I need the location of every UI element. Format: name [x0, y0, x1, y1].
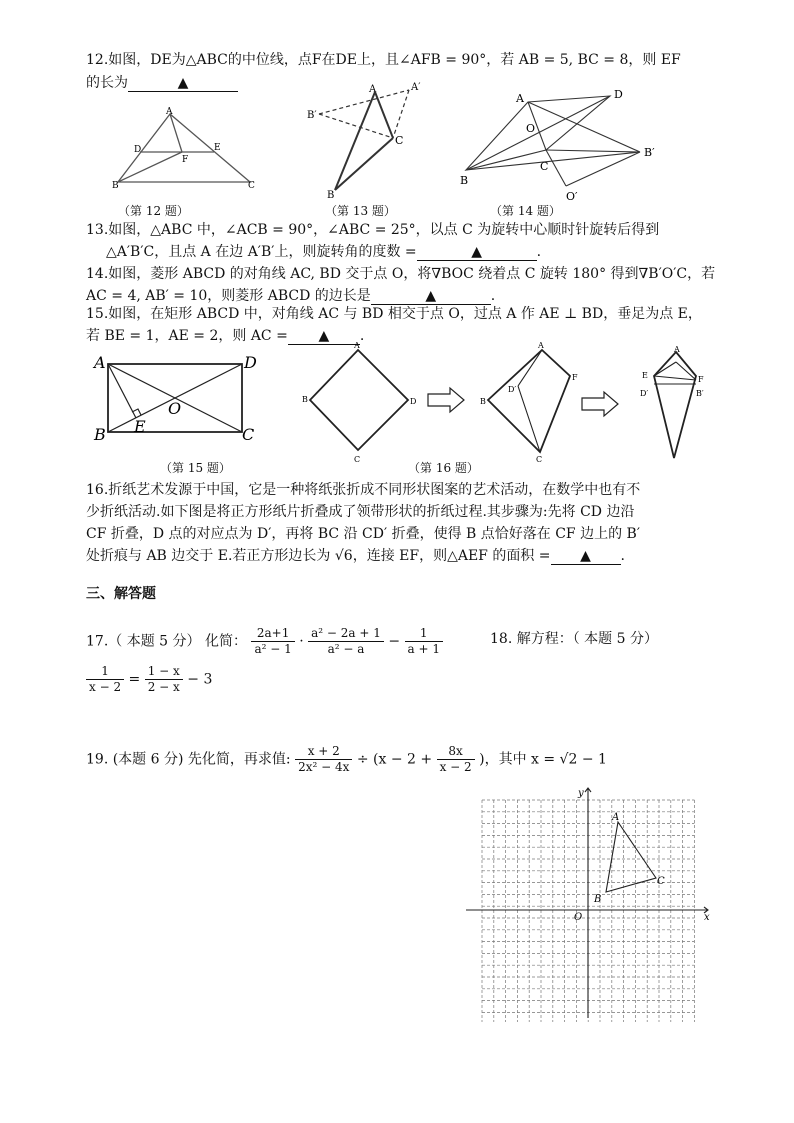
- fig14-label-c: C: [540, 160, 549, 173]
- fig16-sq-label-b: B: [302, 395, 308, 404]
- fig16-fold1: [488, 350, 570, 452]
- fig15-label-b: B: [94, 425, 106, 444]
- fig16-tie-label-a: A: [674, 345, 680, 354]
- fig13-label-b: B: [327, 190, 335, 200]
- q17-label: 17.（ 本题 5 分） 化简：: [86, 633, 247, 650]
- figure-16: [300, 340, 720, 464]
- q19-fraction-1: $\frac{x + 2}{\text{2x² − 4x}}$: [295, 744, 352, 775]
- figure-15: [88, 350, 268, 450]
- fig16-f1-label-b: B: [480, 397, 486, 406]
- q19-label: 19. (本题 6 分) 先化简，再求值:: [86, 751, 291, 768]
- grid-label-a: A: [612, 812, 620, 823]
- q13-line2: △A′B′C，且点 A 在边 A′B′上，则旋转角的度数 = ▲ .: [106, 244, 542, 260]
- q14-line1: 14.如图，菱形 ABCD 的对角线 AC, BD 交于点 O，将∇BOC 绕着点 C 旋转 180° 得到∇B′O′C，若: [86, 266, 716, 282]
- q19-fraction-2: $\frac{8x}{x - 2}$: [437, 744, 475, 775]
- fig16-f1-label-c: C: [536, 455, 543, 464]
- fig12-label-a: A: [166, 107, 173, 117]
- fig13-label-a: A: [369, 84, 377, 95]
- q16-line2: 少折纸活动.如下图是将正方形纸片折叠成了领带形状的折纸过程.其步骤为:先将 CD 边沿: [86, 504, 635, 520]
- q18-equation: $\frac{1}{x - 2}$ = $\frac{1 - x}{2 - x}$ − 3: [86, 664, 212, 695]
- q14-caption: （第 14 题）: [490, 204, 561, 218]
- q16-answer-blank[interactable]: ▲: [551, 548, 621, 565]
- q17-fraction-2: $\frac{\text{a² − 2a + 1}}{\text{a² − a}}$: [308, 626, 384, 657]
- figure-14: [458, 84, 668, 204]
- fig16-tie-label-b1: B′: [696, 389, 704, 398]
- y-axis-label: y: [578, 788, 584, 799]
- fig16-f1-label-a: A: [538, 341, 544, 350]
- fig15-label-e: E: [134, 417, 146, 436]
- fig12-label-e: E: [214, 143, 221, 153]
- origin-label: O: [574, 912, 583, 923]
- fig14-label-d: D: [614, 88, 623, 101]
- q16-line4: 处折痕与 AB 边交于 E.若正方形边长为 √6，连接 EF，则△AEF 的面积 = ▲ .: [86, 548, 625, 564]
- fig12-label-f: F: [182, 155, 189, 165]
- q19-line: 19. (本题 6 分) 先化简，再求值: $\frac{x + 2}{\text{2x² − 4x}}$ ÷ (x − 2 + $\frac{8x}{x - 2}$ )，其中 x = √2 − 1: [86, 744, 607, 774]
- right-arrow-icon: [428, 388, 464, 412]
- fig14-label-o: O: [526, 122, 536, 135]
- q17-fraction-3: $\frac{1}{a + 1}$: [405, 626, 443, 657]
- fig13-label-a1: A′: [411, 82, 421, 93]
- q18-label: 18. 解方程：（ 本题 5 分）: [490, 631, 658, 647]
- fig14-label-b1: B′: [644, 146, 655, 159]
- q18-fraction-1: $\frac{1}{x - 2}$: [86, 664, 124, 695]
- q17-line: 17.（ 本题 5 分） 化简： $\frac{2a+1}{\text{a² − 1}}$ · $\frac{\text{a² − 2a + 1}}{\text{a² − a}}$ − $\frac{1}{a + 1}$: [86, 626, 443, 657]
- q14-answer-blank[interactable]: ▲: [371, 288, 491, 305]
- q18-fraction-2: $\frac{1 - x}{2 - x}$: [145, 664, 183, 695]
- q13-caption: （第 13 题）: [325, 204, 396, 218]
- fig12-label-b: B: [112, 181, 119, 190]
- q12-answer-blank[interactable]: ▲: [128, 75, 238, 92]
- q16-line3: CF 折叠，D 点的对应点为 D′，再将 BC 沿 CD′ 折叠，使得 B 点恰好落在 CF 边上的 B′: [86, 526, 641, 542]
- q15-line2: 若 BE = 1，AE = 2，则 AC = ▲ .: [86, 328, 365, 344]
- triangle-abc: [606, 822, 656, 892]
- fig12-label-d: D: [134, 145, 142, 155]
- fig12-label-c: C: [248, 181, 255, 190]
- section-title: 三、解答题: [86, 586, 156, 602]
- fig15-label-d: D: [244, 353, 257, 372]
- coordinate-grid-figure: [462, 782, 718, 1022]
- q17-fraction-1: $\frac{2a+1}{\text{a² − 1}}$: [251, 626, 294, 657]
- q12-line2: 的长为 ▲: [86, 72, 238, 94]
- fig14-label-b: B: [460, 174, 469, 187]
- fig16-tie-label-e: E: [642, 371, 648, 380]
- fig13-label-b1: B′: [307, 110, 317, 121]
- fig16-sq-label-d: D: [410, 397, 417, 406]
- fig16-sq-label-c: C: [354, 455, 361, 464]
- fig16-f1-label-f: F: [572, 373, 578, 382]
- q13-answer-blank[interactable]: ▲: [417, 244, 537, 261]
- fig16-tie-label-d1: D′: [640, 389, 649, 398]
- q15-caption: （第 15 题）: [160, 461, 231, 475]
- fig16-f1-label-d1: D′: [508, 385, 517, 394]
- right-arrow-icon-2: [582, 392, 618, 416]
- fig15-label-o: O: [168, 399, 182, 418]
- figure-12: [110, 104, 260, 190]
- q13-line1: 13.如图，△ABC 中，∠ACB = 90°，∠ABC = 25°，以点 C 为旋转中心顺时针旋转后得到: [86, 222, 660, 238]
- q15-line1: 15.如图，在矩形 ABCD 中，对角线 AC 与 BD 相交于点 O，过点 A 作 AE ⊥ BD，垂足为点 E，: [86, 306, 702, 322]
- fig16-tie-label-f: F: [698, 375, 704, 384]
- fig15-label-a: A: [94, 353, 106, 372]
- x-axis-label: x: [704, 912, 710, 923]
- q16-line1: 16.折纸艺术发源于中国，它是一种将纸张折成不同形状图案的艺术活动，在数学中也有不: [86, 482, 641, 498]
- fig16-tie: [654, 352, 696, 458]
- q15-answer-blank[interactable]: ▲: [288, 328, 360, 345]
- grid-label-b: B: [594, 894, 602, 905]
- q16-caption: （第 16 题）: [408, 461, 479, 475]
- fig15-label-c: C: [242, 425, 255, 444]
- grid-label-c: C: [657, 876, 665, 887]
- figure-13: [305, 80, 435, 200]
- fig16-sq-label-a: A: [354, 341, 360, 350]
- fig16-square: [310, 350, 408, 450]
- q12-line1: 12.如图，DE为△ABC的中位线，点F在DE上，且∠AFB = 90°，若 AB = 5, BC = 8，则 EF: [86, 52, 681, 68]
- fig13-label-c: C: [395, 134, 404, 147]
- q14-line2: AC = 4, AB′ = 10，则菱形 ABCD 的边长是 ▲ .: [86, 288, 496, 304]
- fig14-label-o1: O′: [566, 190, 578, 203]
- fig14-label-a: A: [516, 92, 524, 105]
- q12-caption: （第 12 题）: [118, 204, 189, 218]
